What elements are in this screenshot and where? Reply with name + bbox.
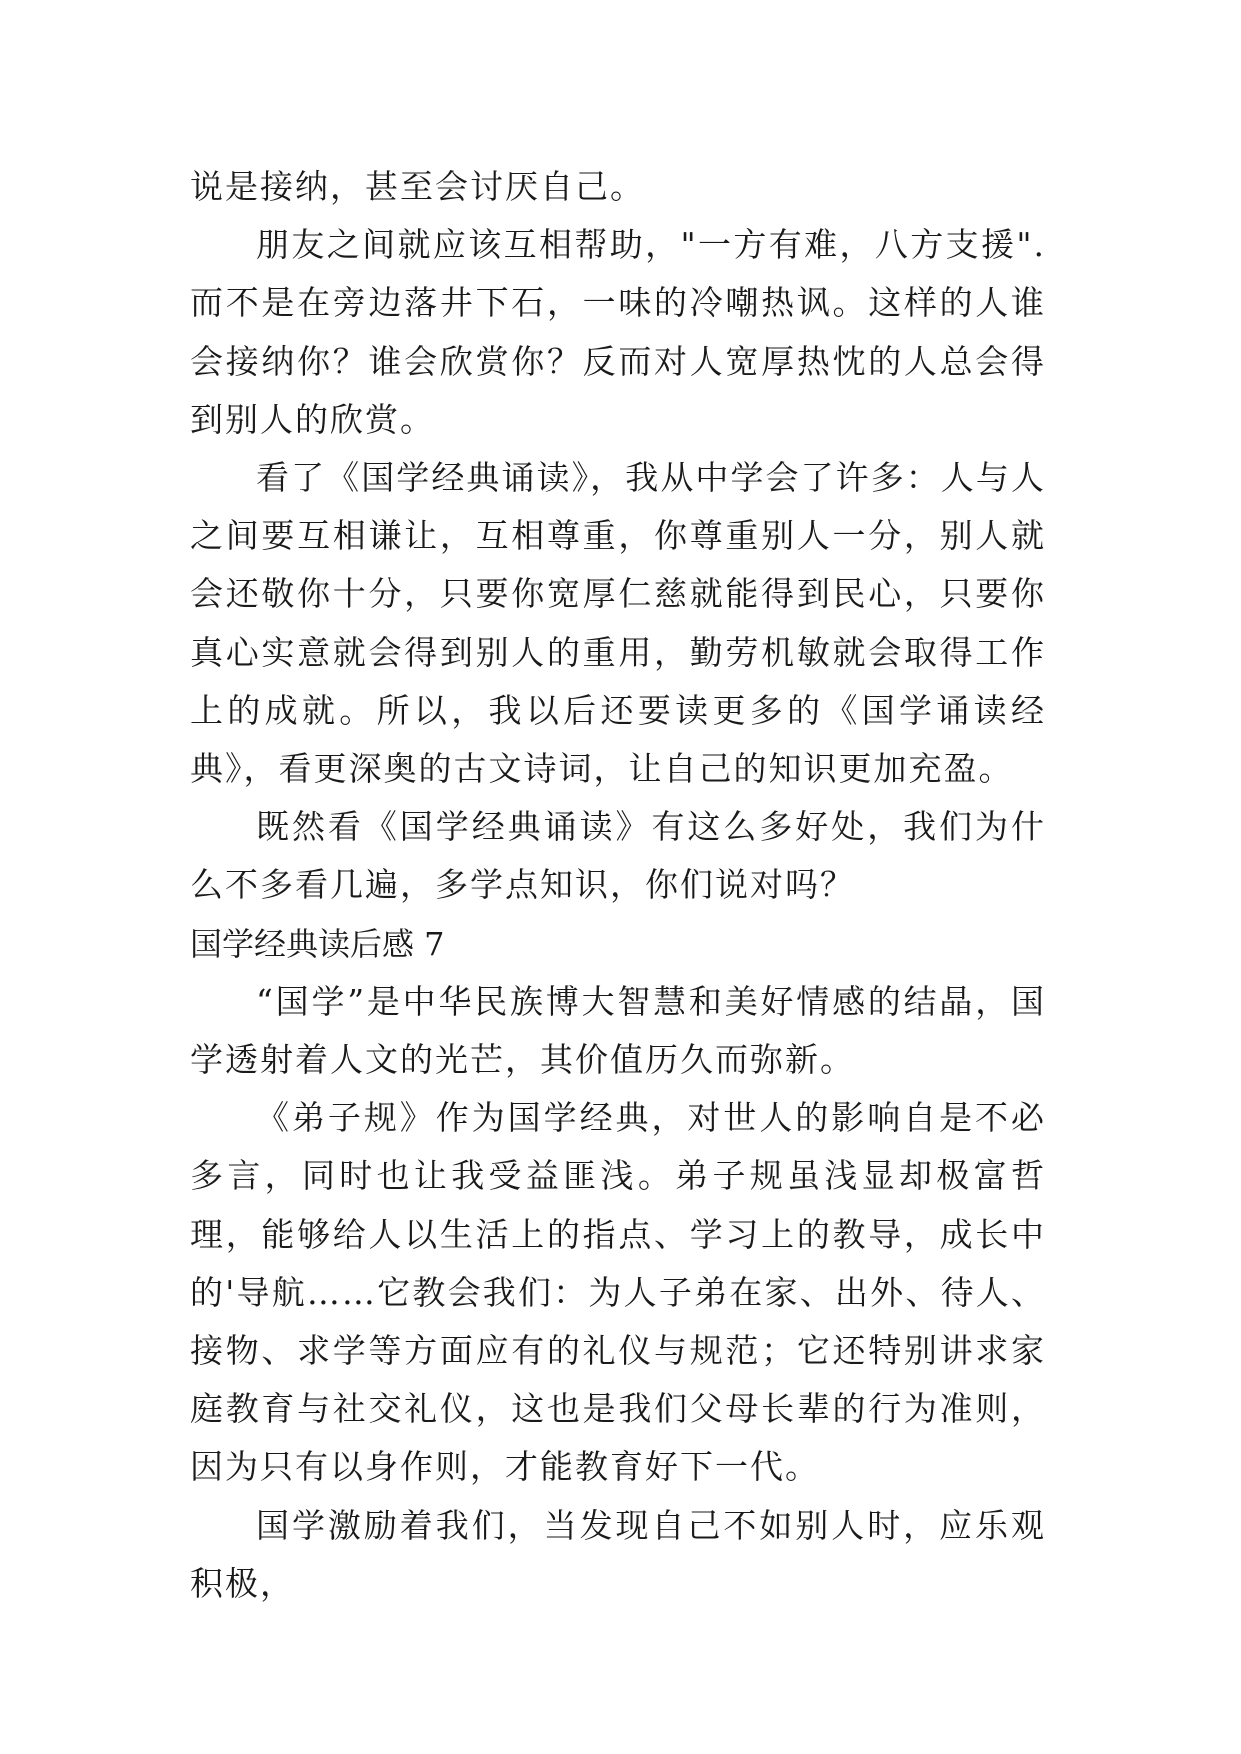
section-heading: 国学经典读后感 7: [190, 924, 445, 963]
paragraph: 既然看《国学经典诵读》有这么多好处，我们为什么不多看几遍，多学点知识，你们说对吗？: [190, 807, 1046, 905]
body-text: [190, 158, 1046, 1613]
paragraph: 看了《国学经典诵读》，我从中学会了许多：人与人之间要互相谦让，互相尊重，你尊重别人一分，别人就会还敬你十分，只要你宽厚仁慈就能得到民心，只要你真心实意就会得到别人的重用，勤劳机敏就会取得工作上的成就。所以，我以后还要读更多的《国学诵读经典》，看更深奥的古文诗词，让自己的知识更加充盈。: [190, 458, 1046, 789]
paragraph: “国学”是中华民族博大智慧和美好情感的结晶，国学透射着人文的光芒，其价值历久而弥新。: [190, 981, 1046, 1080]
paragraph: 国学激励着我们，当发现自己不如别人时，应乐观积极，: [190, 1505, 1046, 1603]
paragraph: 朋友之间就应该互相帮助，"一方有难，八方支援".而不是在旁边落井下石，一味的冷嘲热讽。这样的人谁会接纳你？谁会欣赏你？反而对人宽厚热忱的人总会得到别人的欣赏。: [190, 225, 1046, 439]
paragraph: 《弟子规》作为国学经典，对世人的影响自是不必多言，同时也让我受益匪浅。弟子规虽浅显却极富哲理，能够给人以生活上的指点、学习上的教导，成长中的'导航……它教会我们：为人子弟在家、出外、待人、接物、求学等方面应有的礼仪与规范；它还特别讲求家庭教育与社交礼仪，这也是我们父母长辈的行为准则，因为只有以身作则，才能教育好下一代。: [190, 1098, 1046, 1487]
paragraph: 说是接纳，甚至会讨厌自己。: [190, 167, 645, 206]
